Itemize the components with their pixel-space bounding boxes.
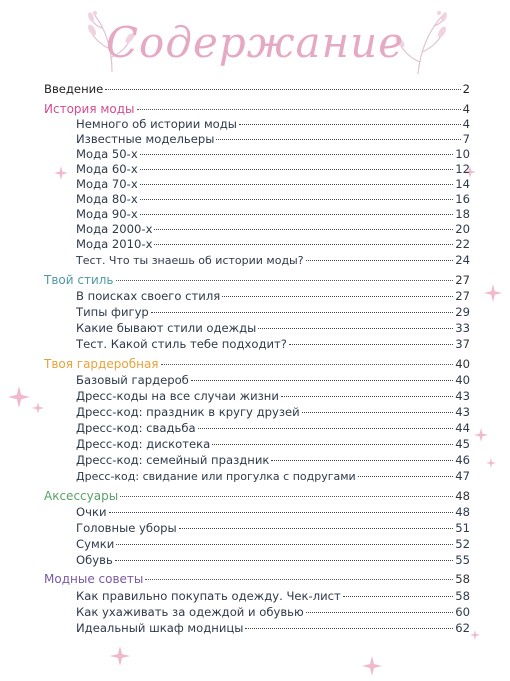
- toc-entry-label: Дресс-коды на все случаи жизни: [76, 389, 279, 403]
- dot-leader: [306, 611, 453, 613]
- toc-entry[interactable]: [76, 621, 470, 635]
- toc-page-number: 58: [455, 589, 470, 603]
- dot-leader: [154, 243, 453, 245]
- toc-page-number: 18: [455, 207, 470, 221]
- toc-page-number: 43: [455, 405, 470, 419]
- toc-entry-label: Базовый гардероб: [76, 373, 189, 387]
- dot-leader: [116, 279, 454, 281]
- toc-entry-label: Мода 50-х: [76, 147, 138, 161]
- dot-leader: [358, 475, 454, 477]
- toc-entry-label: Как правильно покупать одежду. Чек-лист: [76, 589, 341, 603]
- toc-section-label: История моды: [44, 102, 135, 116]
- toc-entry[interactable]: [76, 589, 470, 603]
- dot-leader: [140, 153, 454, 155]
- dot-leader: [145, 578, 453, 580]
- dot-leader: [140, 213, 454, 215]
- dot-leader: [306, 259, 454, 261]
- toc-page-number: 40: [455, 357, 470, 371]
- toc-page-number: 7: [462, 132, 470, 146]
- toc-entry[interactable]: [76, 207, 470, 221]
- dot-leader: [198, 427, 454, 429]
- toc-page-number: 37: [455, 337, 470, 351]
- toc-page-number: 60: [455, 605, 470, 619]
- toc-entry-label: Сумки: [76, 537, 115, 551]
- dot-leader: [105, 88, 460, 90]
- toc-page-number: 2: [462, 82, 470, 96]
- dot-leader: [302, 411, 454, 413]
- toc-entry[interactable]: [76, 132, 470, 146]
- toc-page-number: 27: [455, 289, 470, 303]
- toc-section-label: Аксессуары: [44, 489, 119, 503]
- toc-entry[interactable]: [76, 237, 470, 251]
- dot-leader: [281, 395, 453, 397]
- toc-entry[interactable]: [76, 469, 470, 484]
- toc-entry[interactable]: [76, 305, 470, 319]
- toc-page-number: 45: [455, 437, 470, 451]
- toc-entry[interactable]: [76, 537, 470, 551]
- dot-leader: [120, 495, 453, 497]
- toc-entry[interactable]: [76, 253, 470, 268]
- toc-page-number: 29: [455, 305, 470, 319]
- toc-entry-label: Мода 70-х: [76, 177, 138, 191]
- toc-entry-label: Мода 60-х: [76, 162, 138, 176]
- toc-page-number: 46: [455, 453, 470, 467]
- toc-entry[interactable]: [76, 117, 470, 131]
- toc-entry[interactable]: [76, 373, 470, 387]
- toc-section-accessories[interactable]: [44, 489, 470, 503]
- dot-leader: [289, 343, 453, 345]
- toc-entry[interactable]: [76, 553, 470, 567]
- toc-entry-label: Известные модельеры: [76, 132, 215, 146]
- toc-entry-label: Введение: [44, 82, 104, 96]
- dot-leader: [161, 363, 454, 365]
- dot-leader: [109, 511, 454, 513]
- toc-entry[interactable]: [76, 421, 470, 435]
- toc-entry[interactable]: [76, 405, 470, 419]
- dot-leader: [216, 138, 460, 140]
- toc-page-number: 55: [455, 553, 470, 567]
- toc-entry[interactable]: [76, 321, 470, 335]
- toc-entry-label: Очки: [76, 505, 107, 519]
- toc-entry-label: Мода 2010-х: [76, 237, 153, 251]
- toc-page-number: 14: [455, 177, 470, 191]
- toc-entry-label: Как ухаживать за одеждой и обувью: [76, 605, 304, 619]
- dot-leader: [179, 527, 454, 529]
- toc-entry-label: Мода 2000-х: [76, 222, 153, 236]
- toc-page-number: 24: [455, 253, 470, 267]
- toc-entry[interactable]: [76, 521, 470, 535]
- dot-leader: [137, 108, 461, 110]
- toc-entry[interactable]: [76, 222, 470, 236]
- toc-entry[interactable]: [76, 192, 470, 206]
- toc-entry[interactable]: [76, 453, 470, 467]
- toc-entry-label: Дресс-код: семейный праздник: [76, 453, 270, 467]
- toc-entry-label: Головные уборы: [76, 521, 177, 535]
- toc-entry-label: Дресс-код: праздник в кругу друзей: [76, 405, 300, 419]
- dot-leader: [151, 311, 453, 313]
- toc-page-number: 16: [455, 192, 470, 206]
- toc-page-number: 12: [455, 162, 470, 176]
- toc-page-number: 27: [455, 273, 470, 287]
- toc-entry-intro[interactable]: [44, 82, 470, 96]
- toc-entry[interactable]: [76, 337, 470, 351]
- dot-leader: [140, 183, 454, 185]
- toc-entry[interactable]: [76, 177, 470, 191]
- toc-entry[interactable]: [76, 147, 470, 161]
- toc-section-label: Твоя гардеробная: [44, 357, 159, 371]
- toc-entry-label: Дресс-код: дискотека: [76, 437, 211, 451]
- toc-page-number: 62: [455, 621, 470, 635]
- toc-entry-label: Мода 80-х: [76, 192, 138, 206]
- toc-entry-label: Какие бывают стили одежды: [76, 321, 257, 335]
- dot-leader: [191, 379, 453, 381]
- toc-page-number: 51: [455, 521, 470, 535]
- toc-entry-label: Тест. Что ты знаешь об истории моды?: [76, 254, 304, 267]
- toc-entry[interactable]: [76, 389, 470, 403]
- toc-section-tips[interactable]: [44, 572, 470, 586]
- toc-page-number: 58: [455, 572, 470, 586]
- toc-page-number: 10: [455, 147, 470, 161]
- toc-section-history[interactable]: [44, 102, 470, 116]
- toc-page-number: 43: [455, 389, 470, 403]
- toc-page-number: 20: [455, 222, 470, 236]
- toc-section-label: Твой стиль: [44, 273, 114, 287]
- toc-entry[interactable]: [76, 289, 470, 303]
- toc-entry[interactable]: [76, 437, 470, 451]
- dot-leader: [222, 295, 453, 297]
- toc-section-style[interactable]: [44, 273, 470, 287]
- toc-entry[interactable]: [76, 505, 470, 519]
- toc-section-wardrobe[interactable]: [44, 357, 470, 371]
- toc-entry-label: Типы фигур: [76, 305, 149, 319]
- dot-leader: [258, 327, 453, 329]
- toc-page-number: 4: [462, 102, 470, 116]
- toc-entry-label: Обувь: [76, 553, 113, 567]
- dot-leader: [245, 627, 453, 629]
- page-title: Содержание: [105, 18, 405, 67]
- toc-page-number: 52: [455, 537, 470, 551]
- toc-page-number: 48: [455, 505, 470, 519]
- dot-leader: [271, 459, 453, 461]
- toc-entry-label: Идеальный шкаф модницы: [76, 621, 244, 635]
- toc-page-number: 22: [455, 237, 470, 251]
- dot-leader: [154, 228, 453, 230]
- toc-entry[interactable]: [76, 162, 470, 176]
- dot-leader: [343, 595, 453, 597]
- toc-entry-label: Немного об истории моды: [76, 117, 237, 131]
- dot-leader: [140, 198, 454, 200]
- dot-leader: [116, 543, 453, 545]
- dot-leader: [115, 559, 453, 561]
- toc-entry-label: Дресс-код: свидание или прогулка с подругами: [76, 470, 356, 483]
- dot-leader: [140, 168, 454, 170]
- toc-page-number: 4: [462, 117, 470, 131]
- toc-entry-label: Тест. Какой стиль тебе подходит?: [76, 337, 287, 351]
- toc-entry-label: В поисках своего стиля: [76, 289, 221, 303]
- dot-leader: [239, 123, 461, 125]
- toc-page-number: 33: [455, 321, 470, 335]
- toc-entry-label: Мода 90-х: [76, 207, 138, 221]
- toc-entry-label: Дресс-код: свадьба: [76, 421, 196, 435]
- toc-section-label: Модные советы: [44, 572, 144, 586]
- toc-page-number: 47: [455, 469, 470, 483]
- toc-page-number: 40: [455, 373, 470, 387]
- toc-page-number: 48: [455, 489, 470, 503]
- toc-entry[interactable]: [76, 605, 470, 619]
- dot-leader: [212, 443, 453, 445]
- toc-page-number: 44: [455, 421, 470, 435]
